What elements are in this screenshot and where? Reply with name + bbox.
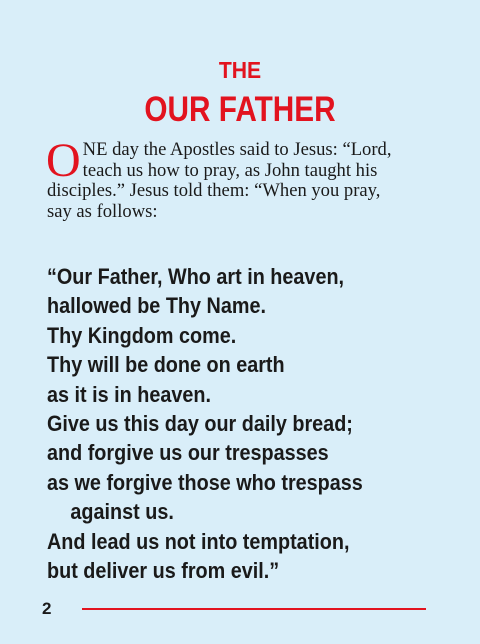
intro-line: NE day the Apostles said to Jesus: “Lord, xyxy=(82,139,392,160)
drop-cap: O xyxy=(46,134,81,187)
prayer-line: but deliver us from evil.” xyxy=(47,558,280,584)
prayer-text xyxy=(47,262,407,585)
intro-paragraph xyxy=(46,134,441,222)
title-kicker: THE xyxy=(218,57,262,83)
intro-line: disciples.” Jesus told them: “When you pray, xyxy=(47,180,381,201)
prayer-line: as it is in heaven. xyxy=(47,381,211,407)
intro-line: teach us how to pray, as John taught his xyxy=(82,159,378,181)
prayer-line: Thy Kingdom come. xyxy=(47,322,237,348)
prayer-line-indented: against us. xyxy=(70,499,174,525)
intro-line: say as follows: xyxy=(47,200,158,222)
prayer-line: “Our Father, Who art in heaven, xyxy=(47,264,345,289)
page-title: OUR FATHER xyxy=(144,90,336,129)
prayer-line: Give us this day our daily bread; xyxy=(47,411,353,437)
page-number: 2 xyxy=(42,599,52,618)
prayer-line: Thy will be done on earth xyxy=(47,352,285,378)
prayer-line: as we forgive those who trespass xyxy=(47,469,363,495)
prayer-line: And lead us not into temptation, xyxy=(47,528,350,554)
footer-rule xyxy=(82,608,426,610)
prayer-line: hallowed be Thy Name. xyxy=(47,293,266,319)
prayer-line: and forgive us our trespasses xyxy=(47,440,329,466)
